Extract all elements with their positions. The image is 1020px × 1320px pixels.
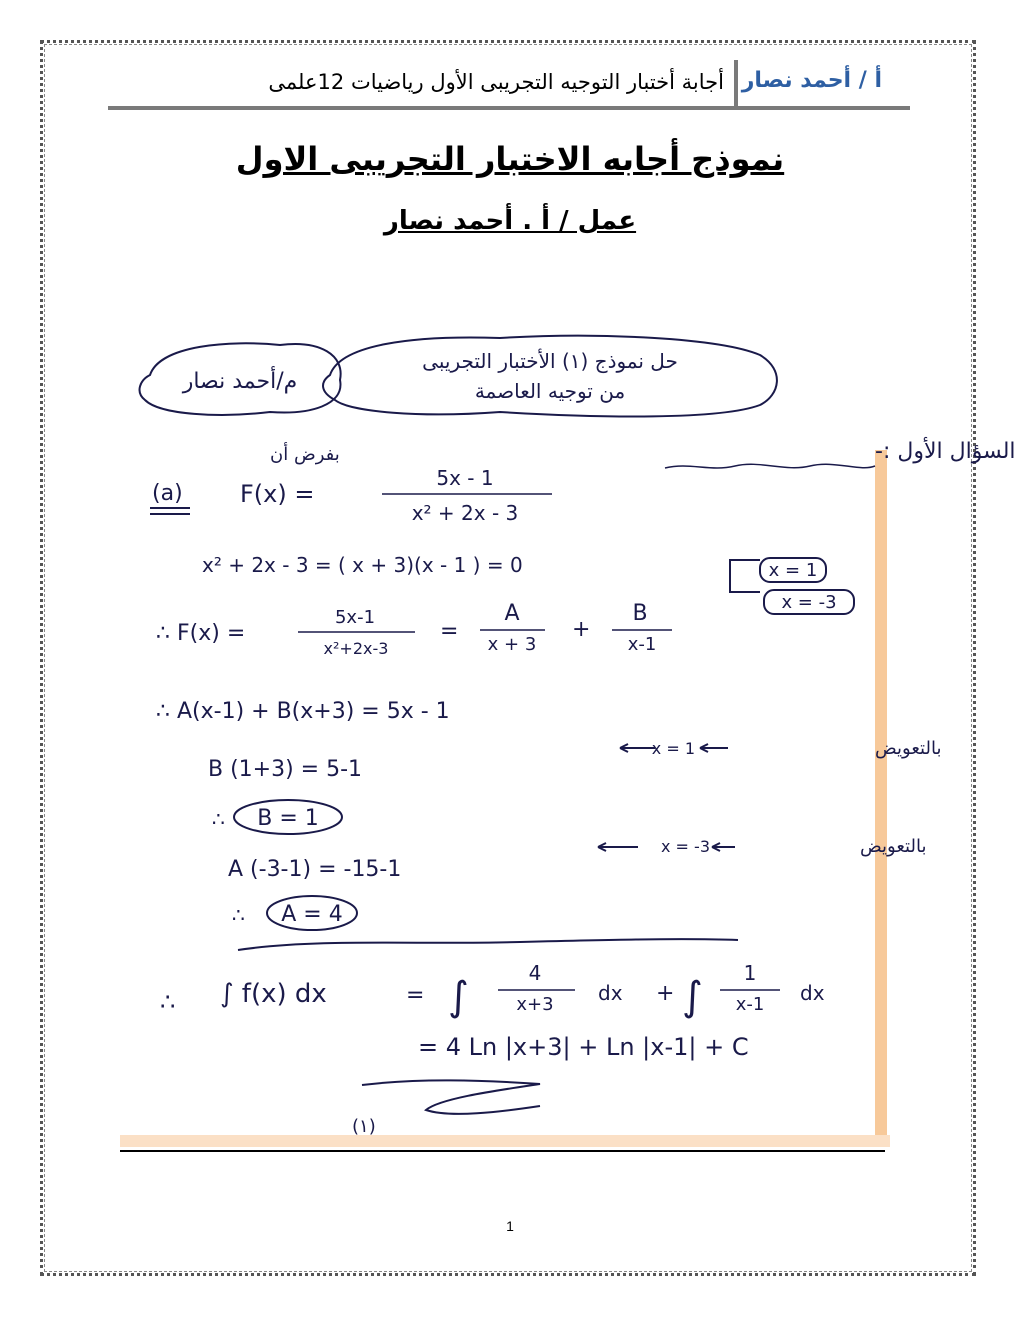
a-result: A = 4	[281, 902, 343, 927]
solution-cloud-shape	[323, 336, 777, 417]
solution-cloud-line1: حل نموذج (١) الأختبار التجريبى	[422, 349, 678, 373]
part-label: (a)	[152, 481, 183, 506]
integral-sign-2: ∫	[682, 974, 703, 1020]
b-therefore: ∴	[212, 807, 225, 831]
b-result: B = 1	[257, 806, 319, 831]
root2: x = -3	[781, 592, 837, 613]
sub1-value: x = 1	[651, 739, 695, 758]
pf-lhs: ∴ F(x) =	[156, 621, 246, 646]
header-separator	[734, 60, 738, 108]
pf-a-denominator: x + 3	[487, 634, 537, 655]
int-t2-denominator: x-1	[735, 994, 765, 1015]
given-label: بفرض أن	[270, 444, 340, 465]
sub2-arrow2	[712, 843, 735, 851]
integral-sign-1: ∫	[448, 974, 469, 1020]
int-t2-dx: dx	[800, 981, 825, 1005]
sub2-note: بالتعويض	[860, 836, 927, 857]
roots-arrow	[730, 560, 760, 592]
sub1-arrow2	[700, 744, 728, 752]
a-therefore: ∴	[232, 903, 245, 927]
int-t1-numerator: 4	[528, 961, 542, 985]
root1: x = 1	[768, 560, 818, 581]
page-number: 1	[506, 1218, 514, 1234]
question-heading: السؤال الأول :-	[875, 439, 1016, 464]
factor-line: x² + 2x - 3 = ( x + 3)(x - 1 ) = 0	[202, 553, 523, 577]
f-denominator: x² + 2x - 3	[411, 501, 519, 525]
document-title: نموذج أجابه الاختبار التجريبى الاول	[235, 140, 785, 178]
pf-denominator: x²+2x-3	[323, 639, 389, 658]
integral-lhs: ∫ f(x) dx	[220, 979, 327, 1009]
f-lhs: F(x) =	[240, 480, 315, 508]
integral-result: = 4 Ln |x+3| + Ln |x-1| + C	[418, 1033, 749, 1061]
f-numerator: 5x - 1	[436, 466, 494, 490]
page-header	[108, 60, 910, 110]
integral-therefore: ∴	[160, 988, 176, 1016]
sub1-arrow	[620, 744, 655, 752]
paper-bottom-edge	[120, 1135, 890, 1147]
header-rule	[108, 106, 910, 110]
paper-edge	[875, 450, 887, 1140]
header-author: أ / أحمد نصار	[741, 68, 882, 93]
int-t2-numerator: 1	[743, 961, 757, 985]
identity-line: ∴ A(x-1) + B(x+3) = 5x - 1	[156, 699, 450, 724]
header-title: أجابة أختبار التوجيه التجريبى الأول رياضيات 12علمى	[268, 70, 724, 94]
question-heading-underline	[665, 464, 875, 468]
pf-b-denominator: x-1	[627, 634, 657, 655]
integral-equals: =	[406, 983, 425, 1008]
handwriting-canvas	[120, 320, 1016, 1150]
footer-rule	[120, 1150, 885, 1152]
author-cloud-text: م/أحمد نصار	[182, 369, 298, 394]
pf-equals: =	[440, 619, 459, 644]
pf-plus: +	[572, 617, 591, 642]
int-t1-denominator: x+3	[516, 994, 554, 1015]
document-subtitle: عمل / أ . أحمد نصار	[383, 206, 637, 236]
end-flourish	[362, 1080, 540, 1113]
a-calc: A (-3-1) = -15-1	[228, 857, 402, 882]
page-mark: (١)	[352, 1116, 376, 1137]
sub2-arrow	[598, 843, 638, 851]
pf-b-numerator: B	[632, 601, 648, 626]
sub1-note: بالتعويض	[875, 738, 942, 759]
handwritten-solution-sheet	[120, 320, 1016, 1150]
solution-cloud-line2: من توجيه العاصمة	[474, 379, 626, 403]
int-t1-dx: dx	[598, 981, 623, 1005]
sub2-value: x = -3	[661, 837, 710, 856]
int-plus: +	[656, 981, 675, 1006]
pf-a-numerator: A	[504, 601, 520, 626]
b-calc: B (1+3) = 5-1	[208, 757, 363, 782]
section-separator	[238, 939, 738, 950]
pf-numerator: 5x-1	[334, 607, 376, 628]
